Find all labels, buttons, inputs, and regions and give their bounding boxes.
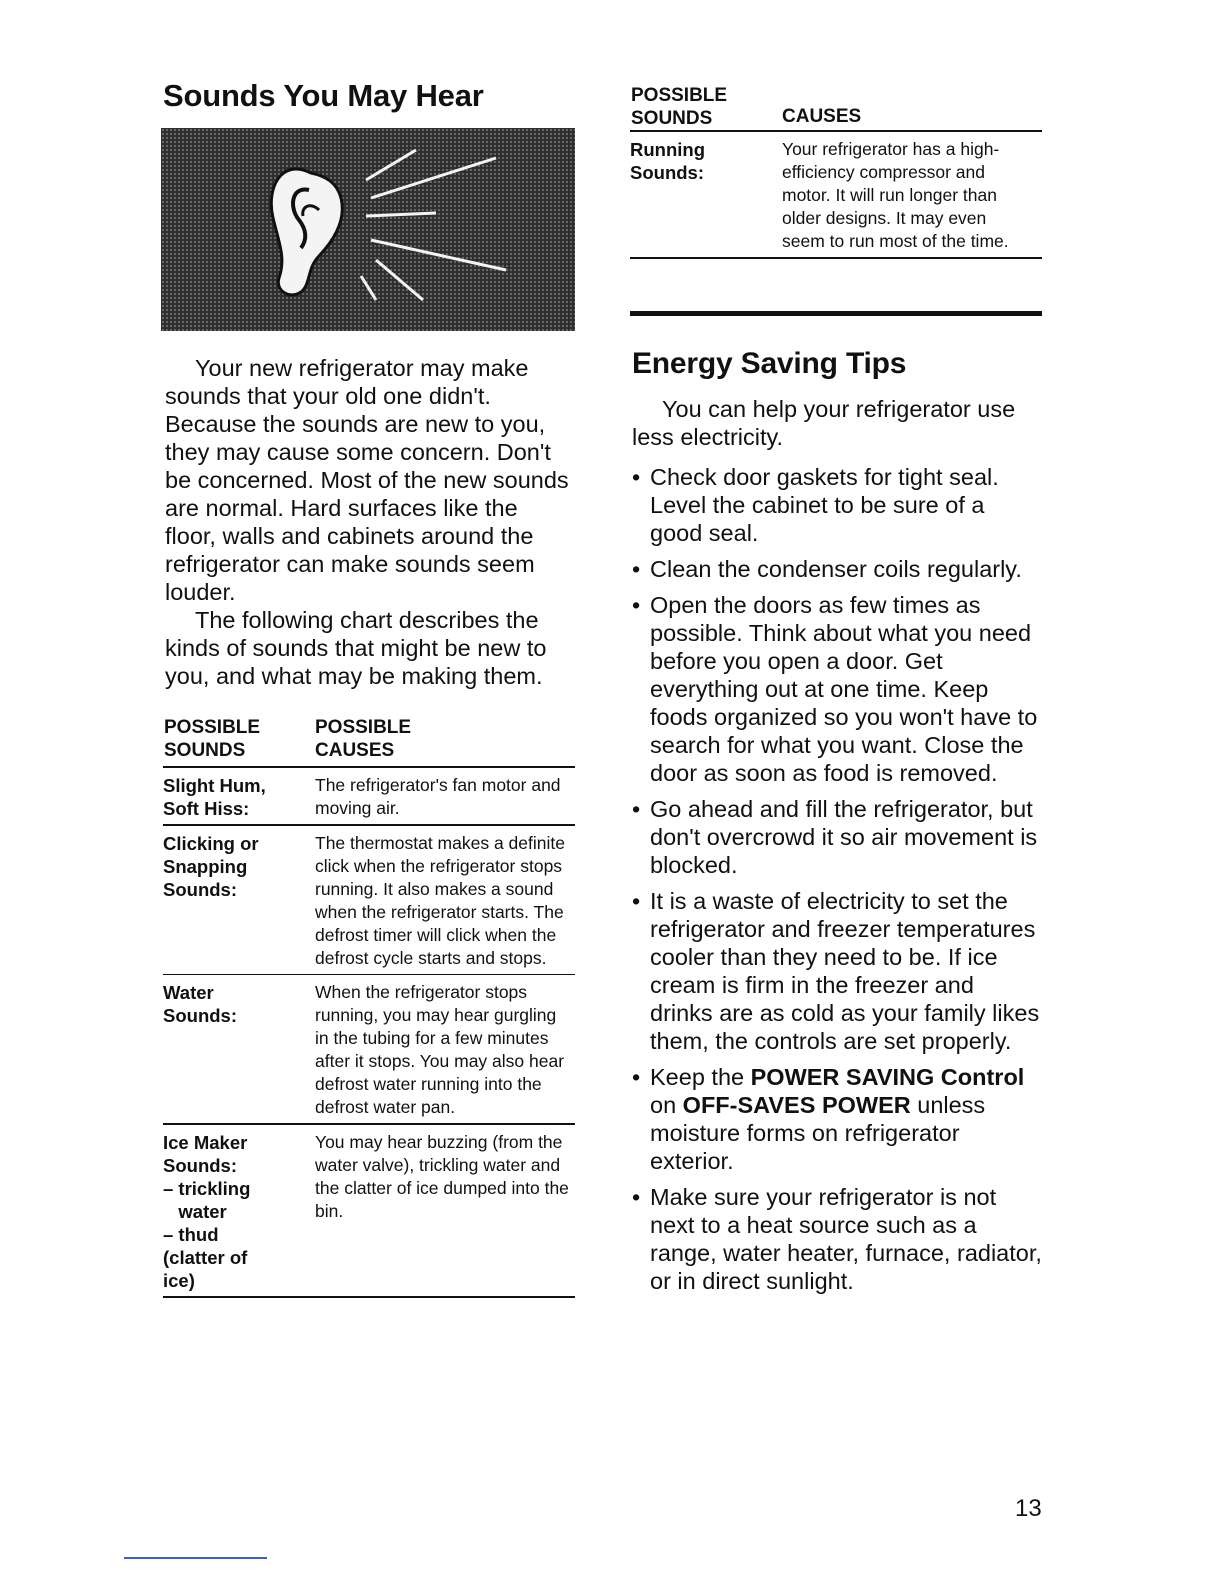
table-rule xyxy=(163,1296,575,1298)
header-possible-sounds: POSSIBLE SOUNDS xyxy=(164,717,261,761)
intro-text xyxy=(165,354,575,690)
table-row xyxy=(163,1125,575,1296)
row-sound: Ice Maker Sounds: – trickling water – thud (clatter of ice) xyxy=(163,1131,251,1291)
page-number: 13 xyxy=(1015,1495,1042,1522)
table-row xyxy=(630,132,1042,257)
list-item xyxy=(630,795,1042,879)
energy-intro-text: You can help your refrigerator use less electricity. xyxy=(632,396,1016,450)
row-cause: When the refrigerator stops running, you may hear gurgling in the tubing for a few minutes after it stops. You may also hear defrost water running into the defrost water pan. xyxy=(315,982,565,1117)
section-divider xyxy=(630,311,1042,316)
tip-post: unless moisture forms on refrigerator exterior. xyxy=(650,1092,986,1174)
list-item xyxy=(630,591,1042,787)
list-item xyxy=(630,887,1042,1055)
row-cause: The thermostat makes a definite click when the refrigerator stops running. It also makes a sound when the refrigerator starts. The defrost timer will click when the defrost cycle starts and stops. xyxy=(315,832,565,968)
row-sound: Water Sounds: xyxy=(163,982,237,1026)
row-sound: Clicking or Snapping Sounds: xyxy=(163,832,259,900)
table-row xyxy=(163,826,575,974)
intro-paragraph-2: The following chart describes the kinds of sounds that might be new to you, and what may be making them. xyxy=(165,607,547,689)
energy-intro xyxy=(632,395,1042,451)
row-cause: The refrigerator's fan motor and moving air. xyxy=(315,775,561,818)
table-header xyxy=(163,716,575,766)
table-row xyxy=(163,768,575,824)
row-cause: You may hear buzzing (from the water valve), trickling water and the clatter of ice dumped into the bin. xyxy=(315,1131,569,1221)
header-possible-sounds: POSSIBLE SOUNDS xyxy=(631,85,728,129)
tip-bold-control: POWER SAVING Control xyxy=(750,1064,1025,1090)
header-possible-causes: POSSIBLE CAUSES xyxy=(315,717,412,761)
table-header xyxy=(630,84,1042,130)
tip-text: Clean the condenser coils regularly. xyxy=(650,556,1022,582)
row-sound: Slight Hum, Soft Hiss: xyxy=(163,775,266,819)
row-cause: Your refrigerator has a high-efficiency compressor and motor. It will run longer than older designs. It may even seem to run most of the time. xyxy=(782,139,1009,251)
ear-illustration xyxy=(161,128,575,331)
section-title-energy: Energy Saving Tips xyxy=(632,347,907,380)
energy-tips-list xyxy=(630,463,1042,1303)
tip-text: Make sure your refrigerator is not next to a heat source such as a range, water heater, furnace, radiator, or in direct sunlight. xyxy=(650,1184,1042,1294)
table-row xyxy=(163,975,575,1123)
sounds-table-left xyxy=(163,716,575,1298)
intro-paragraph-1: Your new refrigerator may make sounds that your old one didn't. Because the sounds are new to you, they may cause some concern. Don't be concerned. Most of the new sounds are normal. Hard surfaces like the floor, walls and cabinets around the refrigerator can make sounds seem louder. xyxy=(165,355,569,605)
section-title-sounds: Sounds You May Hear xyxy=(163,78,484,113)
header-causes: CAUSES xyxy=(782,106,862,127)
row-sound: Running Sounds: xyxy=(630,139,706,183)
tip-pre: Keep the xyxy=(650,1064,751,1090)
tip-text: Check door gaskets for tight seal. Level the cabinet to be sure of a good seal. xyxy=(650,464,999,546)
tip-text: Open the doors as few times as possible. Think about what you need before you open a door. Get everything out at one time. Keep foods organized so you won't have to search for what you want. Close the door as soon as food is removed. xyxy=(650,592,1038,786)
tip-text: It is a waste of electricity to set the refrigerator and freezer temperatures cooler than they need to be. If ice cream is firm in the freezer and drinks are as cold as your family likes them, the controls are set properly. xyxy=(650,888,1040,1054)
footer-line xyxy=(124,1557,267,1559)
tip-bold-setting: OFF-SAVES POWER xyxy=(682,1092,911,1118)
list-item xyxy=(630,555,1042,583)
list-item xyxy=(630,463,1042,547)
ear-icon xyxy=(161,128,575,331)
table-rule xyxy=(630,257,1042,259)
list-item xyxy=(630,1183,1042,1295)
sounds-table-right xyxy=(630,84,1042,259)
list-item xyxy=(630,1063,1042,1175)
tip-text: Go ahead and fill the refrigerator, but don't overcrowd it so air movement is blocked. xyxy=(650,796,1038,878)
tip-mid: on xyxy=(650,1092,683,1118)
